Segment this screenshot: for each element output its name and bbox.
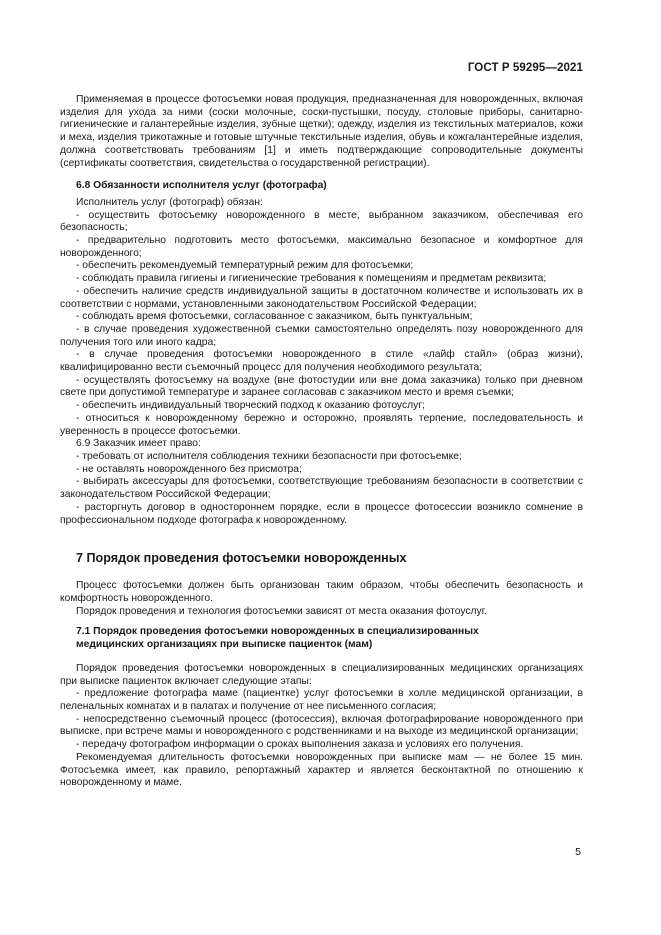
list-item: - непосредственно съемочный процесс (фотосессия), включая фотографирование новорожденного при выписке, при встрече мамы и новорожденного с родственниками и на выходе из медицинской организации; [60,713,583,738]
section-title-7: 7 Порядок проведения фотосъемки новорожденных [76,551,407,566]
paragraph-7-1-closing: Рекомендуемая длительность фотосъемки новорожденных при выписке мам — не более 15 мин. Фотосъемка имеет, как правило, репортажный характер и является бесконтактной по отношению к новорожденному и маме. [60,751,583,789]
list-item: - требовать от исполнителя соблюдения техники безопасности при фотосъемке; [76,450,462,462]
paragraph-6-8-lead: Исполнитель услуг (фотограф) обязан: [76,196,263,208]
paragraph-7-1: Процесс фотосъемки должен быть организован таким образом, чтобы обеспечить безопасность и комфортность новорожденного. [60,580,583,604]
subsection-title-6-8: 6.8 Обязанности исполнителя услуг (фотографа) [76,180,327,192]
paragraph-7-1-lead: Порядок проведения фотосъемки новорожденных в специализированных медицинских организациях при выписке пациенток включает следующие этапы: [60,662,583,687]
list-item: - в случае проведения фотосъемки новорожденного в стиле «лайф стайл» (образ жизни), квалифицированно вести съемочный процесс для получения необходимого результата; [60,349,583,374]
intro-paragraph: Применяемая в процессе фотосъемки новая продукция, предназначенная для новорожденных, включая изделия для ухода за ними (соски молочные, соски-пустышки, посуду, столовые приборы, санитарно-гигиенические и галантерейные изделия, зубные щетки); одежду, изделия из текстильных материалов, кожи и меха, изделия трикотажные и готовые штучные текстильные изделия, обувь и кожгалантерейные изделия, должна соответствовать требованиям [1] и иметь подтверждающие сопроводительные документы (сертификаты соответствия, свидетельства о государственной регистрации). [60,94,583,169]
list-item: - в случае проведения художественной съемки самостоятельно определять позу новорожденного для получения того или иного кадра; [60,323,583,348]
document-header: ГОСТ Р 59295—2021 [467,62,583,74]
list-item: - предварительно подготовить место фотосъемки, максимально безопасное и комфортное для новорожденного; [60,235,583,259]
subsection-title-7-1-line1: 7.1 Порядок проведения фотосъемки новорожденных в специализированных [76,626,479,638]
list-item: - не оставлять новорожденного без присмотра; [76,463,302,475]
list-item: - передачу фотографом информации о сроках выполнения заказа и условиях его получения. [76,739,524,751]
document-body [60,94,583,790]
list-item: - расторгнуть договор в одностороннем порядке, если в процессе фотосессии возникло сомнение в профессиональном подходе фотографа к новорожденному. [60,501,583,526]
list-item: - относиться к новорожденному бережно и осторожно, проявлять терпение, последовательность и уверенность в процессе фотосъемки. [60,412,583,437]
list-item: - обеспечить индивидуальный творческий подход к оказанию фотоуслуг; [76,400,425,412]
subsection-title-7-1 [60,626,583,652]
list-item: - обеспечить рекомендуемый температурный режим для фотосъемки; [76,260,414,272]
list-item: - обеспечить наличие средств индивидуальной защиты в достаточном количестве и использовать их в соответствии с нормами, установленными законодательством Российской Федерации; [60,285,583,310]
paragraph-7-2: Порядок проведения и технология фотосъемки зависят от места оказания фотоуслуг. [76,605,488,617]
paragraph-6-9-lead: 6.9 Заказчик имеет право: [76,438,201,450]
list-item: - предложение фотографа маме (пациентке) услуг фотосъемки в холле медицинской организации, в пеленальных комнатах и в палатах и получение от нее письменного согласия; [60,688,583,713]
list-item: - соблюдать правила гигиены и гигиенические требования к помещениям и предметам реквизита; [76,273,547,285]
list-item: - осуществлять фотосъемку на воздухе (вне фотостудии или вне дома заказчика) только при дневном свете при допустимой температуре и заранее согласовав с заказчиком место и время съемки; [60,374,583,399]
page-number: 5 [575,846,581,858]
list-item: - выбирать аксессуары для фотосъемки, соответствующие требованиям безопасности в соответствии с законодательством Российской Федерации; [60,476,583,501]
list-item: - осуществить фотосъемку новорожденного в месте, выбранном заказчиком, обеспечивая его безопасность; [60,209,583,234]
list-item: - соблюдать время фотосъемки, согласованное с заказчиком, быть пунктуальным; [76,311,473,323]
subsection-title-7-1-line2: медицинских организациях при выписке пациенток (мам) [76,639,373,651]
